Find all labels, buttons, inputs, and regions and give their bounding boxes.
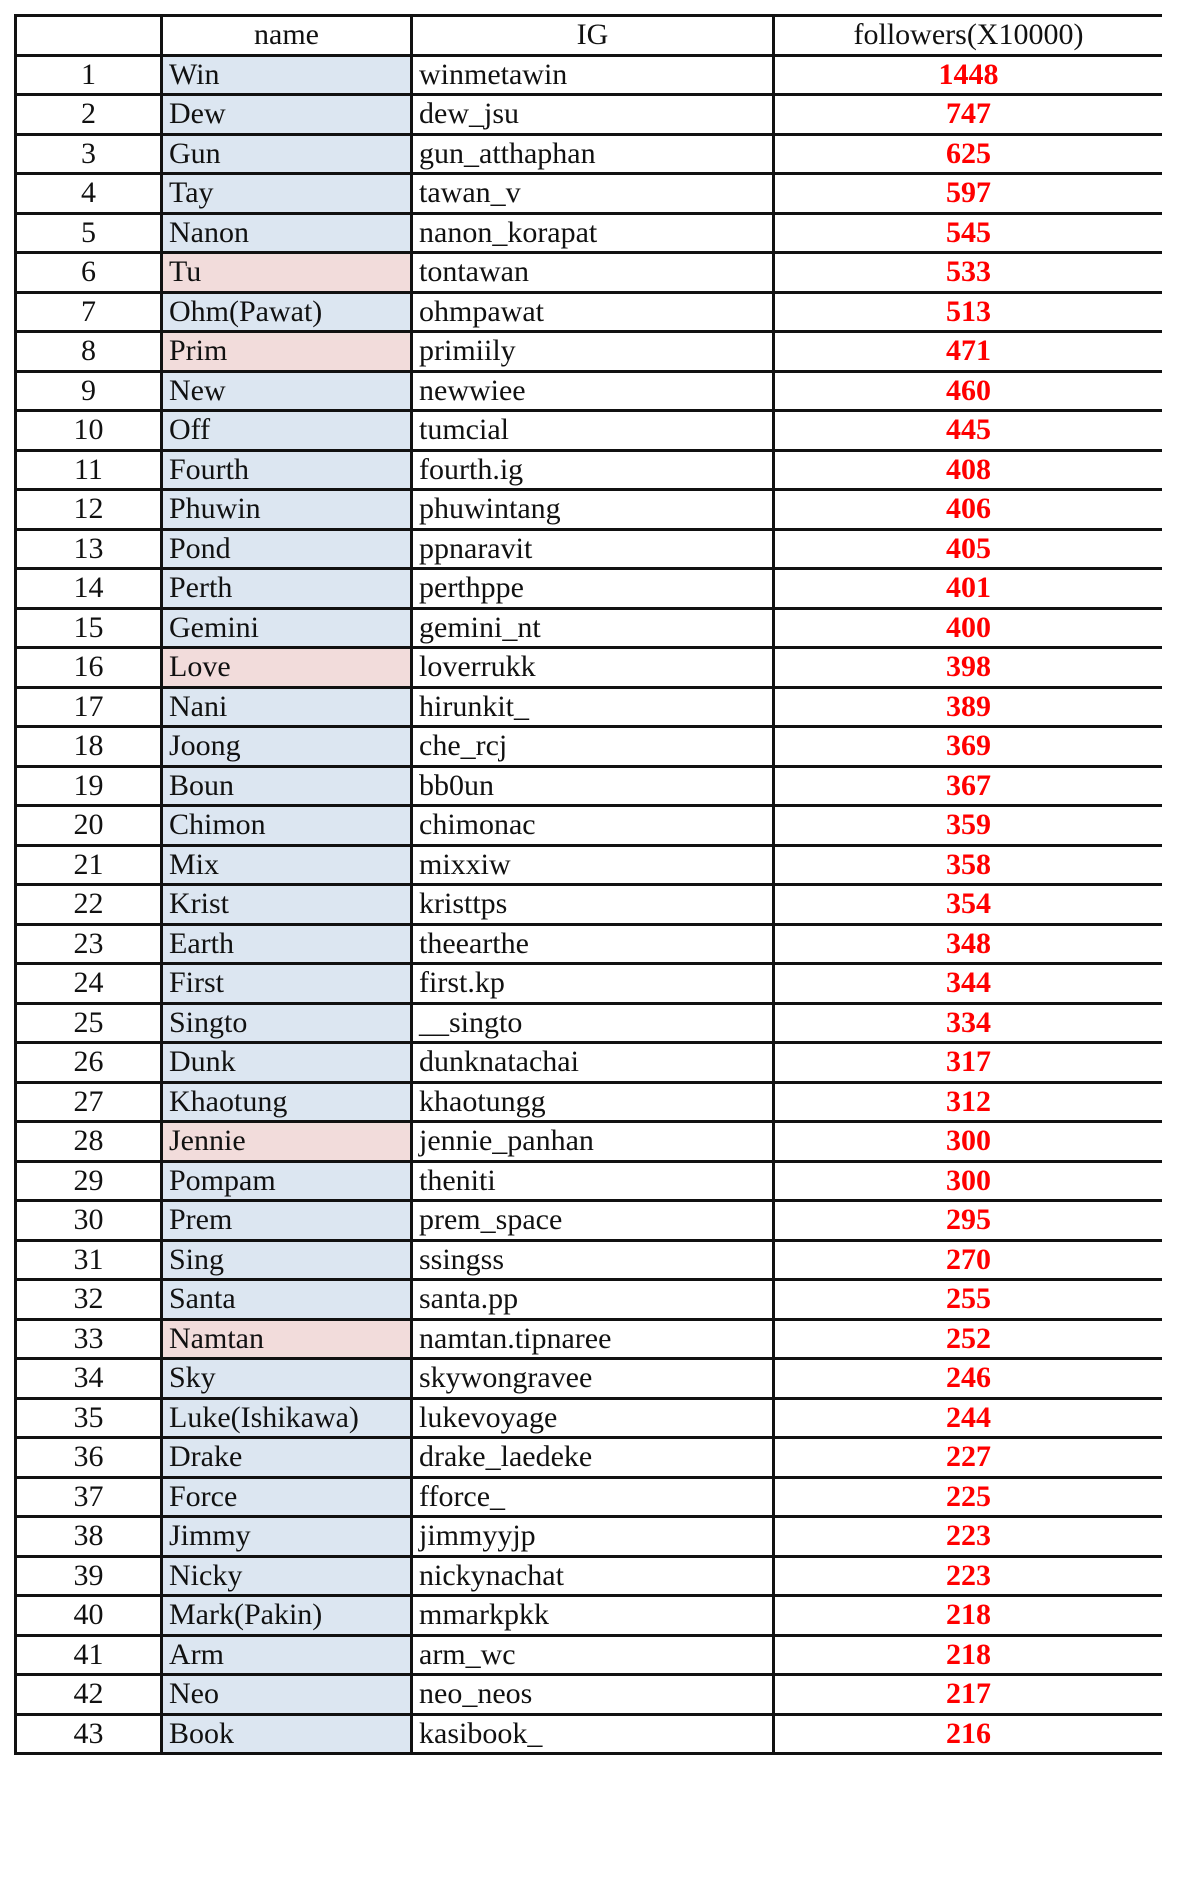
ig-handle-cell: primiily xyxy=(412,332,774,372)
followers-sheet xyxy=(14,14,1162,1890)
ig-handle-cell: lukevoyage xyxy=(412,1398,774,1438)
rank-cell: 34 xyxy=(16,1359,162,1399)
followers-cell: 747 xyxy=(774,95,1163,135)
table-row xyxy=(16,885,1163,925)
table-row xyxy=(16,95,1163,135)
name-cell: Jimmy xyxy=(162,1517,412,1557)
ig-handle-cell: tawan_v xyxy=(412,174,774,214)
ig-handle-cell: jimmyyjp xyxy=(412,1517,774,1557)
ig-handle-cell: prem_space xyxy=(412,1201,774,1241)
name-cell: Fourth xyxy=(162,450,412,490)
followers-cell: 300 xyxy=(774,1122,1163,1162)
ig-handle-cell: dew_jsu xyxy=(412,95,774,135)
followers-cell: 358 xyxy=(774,845,1163,885)
rank-cell: 33 xyxy=(16,1319,162,1359)
ig-handle-cell: phuwintang xyxy=(412,490,774,530)
followers-cell: 270 xyxy=(774,1240,1163,1280)
rank-cell: 25 xyxy=(16,1003,162,1043)
name-cell: Santa xyxy=(162,1280,412,1320)
table-row xyxy=(16,766,1163,806)
rank-cell: 13 xyxy=(16,529,162,569)
name-cell: Singto xyxy=(162,1003,412,1043)
rank-cell: 39 xyxy=(16,1556,162,1596)
rank-cell: 27 xyxy=(16,1082,162,1122)
followers-cell: 460 xyxy=(774,371,1163,411)
table-row xyxy=(16,1003,1163,1043)
ig-handle-cell: loverrukk xyxy=(412,648,774,688)
table-row xyxy=(16,1398,1163,1438)
followers-cell: 295 xyxy=(774,1201,1163,1241)
table-row xyxy=(16,845,1163,885)
rank-cell: 18 xyxy=(16,727,162,767)
table-row xyxy=(16,1043,1163,1083)
name-cell: Boun xyxy=(162,766,412,806)
rank-cell: 20 xyxy=(16,806,162,846)
rank-cell: 10 xyxy=(16,411,162,451)
followers-cell: 252 xyxy=(774,1319,1163,1359)
ig-handle-cell: newwiee xyxy=(412,371,774,411)
table-row xyxy=(16,648,1163,688)
table-row xyxy=(16,332,1163,372)
rank-cell: 36 xyxy=(16,1438,162,1478)
name-cell: Prem xyxy=(162,1201,412,1241)
name-cell: Nanon xyxy=(162,213,412,253)
followers-cell: 406 xyxy=(774,490,1163,530)
table-row xyxy=(16,1517,1163,1557)
name-cell: Tu xyxy=(162,253,412,293)
followers-cell: 471 xyxy=(774,332,1163,372)
rank-cell: 28 xyxy=(16,1122,162,1162)
table-row xyxy=(16,1082,1163,1122)
followers-cell: 223 xyxy=(774,1517,1163,1557)
name-cell: Love xyxy=(162,648,412,688)
followers-table xyxy=(14,14,1162,1755)
ig-handle-cell: ohmpawat xyxy=(412,292,774,332)
header-ig: IG xyxy=(412,16,774,56)
rank-cell: 6 xyxy=(16,253,162,293)
ig-handle-cell: ppnaravit xyxy=(412,529,774,569)
followers-cell: 398 xyxy=(774,648,1163,688)
ig-handle-cell: theearthe xyxy=(412,924,774,964)
rank-cell: 40 xyxy=(16,1596,162,1636)
name-cell: Nani xyxy=(162,687,412,727)
rank-cell: 7 xyxy=(16,292,162,332)
rank-cell: 37 xyxy=(16,1477,162,1517)
ig-handle-cell: first.kp xyxy=(412,964,774,1004)
rank-cell: 24 xyxy=(16,964,162,1004)
followers-cell: 1448 xyxy=(774,55,1163,95)
ig-handle-cell: neo_neos xyxy=(412,1675,774,1715)
table-row xyxy=(16,1714,1163,1754)
table-row xyxy=(16,1477,1163,1517)
ig-handle-cell: __singto xyxy=(412,1003,774,1043)
ig-handle-cell: perthppe xyxy=(412,569,774,609)
name-cell: Sing xyxy=(162,1240,412,1280)
rank-cell: 29 xyxy=(16,1161,162,1201)
ig-handle-cell: nanon_korapat xyxy=(412,213,774,253)
table-row xyxy=(16,1240,1163,1280)
followers-cell: 445 xyxy=(774,411,1163,451)
name-cell: Dunk xyxy=(162,1043,412,1083)
table-row xyxy=(16,1359,1163,1399)
table-row xyxy=(16,569,1163,609)
rank-cell: 21 xyxy=(16,845,162,885)
ig-handle-cell: santa.pp xyxy=(412,1280,774,1320)
name-cell: Pond xyxy=(162,529,412,569)
followers-cell: 408 xyxy=(774,450,1163,490)
followers-cell: 513 xyxy=(774,292,1163,332)
rank-cell: 3 xyxy=(16,134,162,174)
name-cell: Arm xyxy=(162,1635,412,1675)
table-row xyxy=(16,1596,1163,1636)
ig-handle-cell: nickynachat xyxy=(412,1556,774,1596)
table-row xyxy=(16,450,1163,490)
table-row xyxy=(16,924,1163,964)
followers-cell: 344 xyxy=(774,964,1163,1004)
followers-cell: 227 xyxy=(774,1438,1163,1478)
table-row xyxy=(16,1556,1163,1596)
ig-handle-cell: drake_laedeke xyxy=(412,1438,774,1478)
rank-cell: 26 xyxy=(16,1043,162,1083)
name-cell: Dew xyxy=(162,95,412,135)
followers-cell: 317 xyxy=(774,1043,1163,1083)
table-row xyxy=(16,529,1163,569)
name-cell: Mix xyxy=(162,845,412,885)
name-cell: Drake xyxy=(162,1438,412,1478)
followers-cell: 216 xyxy=(774,1714,1163,1754)
rank-cell: 43 xyxy=(16,1714,162,1754)
rank-cell: 8 xyxy=(16,332,162,372)
table-row xyxy=(16,411,1163,451)
followers-cell: 354 xyxy=(774,885,1163,925)
rank-cell: 4 xyxy=(16,174,162,214)
name-cell: Perth xyxy=(162,569,412,609)
rank-cell: 2 xyxy=(16,95,162,135)
followers-cell: 300 xyxy=(774,1161,1163,1201)
table-row xyxy=(16,371,1163,411)
ig-handle-cell: mixxiw xyxy=(412,845,774,885)
followers-cell: 625 xyxy=(774,134,1163,174)
ig-handle-cell: jennie_panhan xyxy=(412,1122,774,1162)
name-cell: Book xyxy=(162,1714,412,1754)
ig-handle-cell: khaotungg xyxy=(412,1082,774,1122)
name-cell: Gemini xyxy=(162,608,412,648)
ig-handle-cell: bb0un xyxy=(412,766,774,806)
name-cell: Off xyxy=(162,411,412,451)
table-row xyxy=(16,253,1163,293)
table-row xyxy=(16,1122,1163,1162)
name-cell: Nicky xyxy=(162,1556,412,1596)
followers-cell: 334 xyxy=(774,1003,1163,1043)
table-row xyxy=(16,687,1163,727)
table-row xyxy=(16,1438,1163,1478)
name-cell: Luke(Ishikawa) xyxy=(162,1398,412,1438)
header-rank xyxy=(16,16,162,56)
ig-handle-cell: winmetawin xyxy=(412,55,774,95)
table-row xyxy=(16,608,1163,648)
name-cell: Joong xyxy=(162,727,412,767)
table-row xyxy=(16,174,1163,214)
table-row xyxy=(16,1635,1163,1675)
table-row xyxy=(16,134,1163,174)
followers-cell: 597 xyxy=(774,174,1163,214)
name-cell: Force xyxy=(162,1477,412,1517)
name-cell: Phuwin xyxy=(162,490,412,530)
name-cell: First xyxy=(162,964,412,1004)
ig-handle-cell: skywongravee xyxy=(412,1359,774,1399)
name-cell: Jennie xyxy=(162,1122,412,1162)
ig-handle-cell: mmarkpkk xyxy=(412,1596,774,1636)
header-followers: followers(X10000) xyxy=(774,16,1163,56)
followers-cell: 244 xyxy=(774,1398,1163,1438)
rank-cell: 41 xyxy=(16,1635,162,1675)
rank-cell: 19 xyxy=(16,766,162,806)
ig-handle-cell: ssingss xyxy=(412,1240,774,1280)
name-cell: Krist xyxy=(162,885,412,925)
followers-cell: 246 xyxy=(774,1359,1163,1399)
followers-cell: 348 xyxy=(774,924,1163,964)
followers-cell: 223 xyxy=(774,1556,1163,1596)
rank-cell: 42 xyxy=(16,1675,162,1715)
ig-handle-cell: kristtps xyxy=(412,885,774,925)
followers-cell: 369 xyxy=(774,727,1163,767)
followers-cell: 545 xyxy=(774,213,1163,253)
table-row xyxy=(16,213,1163,253)
table-row xyxy=(16,1161,1163,1201)
ig-handle-cell: fourth.ig xyxy=(412,450,774,490)
table-row xyxy=(16,806,1163,846)
rank-cell: 38 xyxy=(16,1517,162,1557)
rank-cell: 32 xyxy=(16,1280,162,1320)
name-cell: Win xyxy=(162,55,412,95)
name-cell: Chimon xyxy=(162,806,412,846)
ig-handle-cell: tontawan xyxy=(412,253,774,293)
rank-cell: 23 xyxy=(16,924,162,964)
followers-cell: 533 xyxy=(774,253,1163,293)
followers-cell: 218 xyxy=(774,1635,1163,1675)
followers-cell: 401 xyxy=(774,569,1163,609)
table-row xyxy=(16,727,1163,767)
rank-cell: 11 xyxy=(16,450,162,490)
name-cell: Gun xyxy=(162,134,412,174)
ig-handle-cell: fforce_ xyxy=(412,1477,774,1517)
followers-cell: 359 xyxy=(774,806,1163,846)
name-cell: Prim xyxy=(162,332,412,372)
ig-handle-cell: gun_atthaphan xyxy=(412,134,774,174)
followers-cell: 255 xyxy=(774,1280,1163,1320)
ig-handle-cell: dunknatachai xyxy=(412,1043,774,1083)
rank-cell: 17 xyxy=(16,687,162,727)
ig-handle-cell: gemini_nt xyxy=(412,608,774,648)
name-cell: New xyxy=(162,371,412,411)
table-row xyxy=(16,490,1163,530)
followers-cell: 405 xyxy=(774,529,1163,569)
ig-handle-cell: arm_wc xyxy=(412,1635,774,1675)
ig-handle-cell: kasibook_ xyxy=(412,1714,774,1754)
table-body xyxy=(16,55,1163,1754)
ig-handle-cell: tumcial xyxy=(412,411,774,451)
table-row xyxy=(16,55,1163,95)
table-row xyxy=(16,964,1163,1004)
ig-handle-cell: namtan.tipnaree xyxy=(412,1319,774,1359)
header-row xyxy=(16,16,1163,56)
followers-cell: 217 xyxy=(774,1675,1163,1715)
rank-cell: 22 xyxy=(16,885,162,925)
followers-cell: 218 xyxy=(774,1596,1163,1636)
name-cell: Earth xyxy=(162,924,412,964)
rank-cell: 9 xyxy=(16,371,162,411)
rank-cell: 14 xyxy=(16,569,162,609)
table-row xyxy=(16,292,1163,332)
header-name: name xyxy=(162,16,412,56)
table-row xyxy=(16,1319,1163,1359)
table-row xyxy=(16,1201,1163,1241)
name-cell: Sky xyxy=(162,1359,412,1399)
rank-cell: 16 xyxy=(16,648,162,688)
name-cell: Neo xyxy=(162,1675,412,1715)
name-cell: Tay xyxy=(162,174,412,214)
rank-cell: 31 xyxy=(16,1240,162,1280)
ig-handle-cell: che_rcj xyxy=(412,727,774,767)
table-row xyxy=(16,1280,1163,1320)
ig-handle-cell: chimonac xyxy=(412,806,774,846)
table-row xyxy=(16,1675,1163,1715)
name-cell: Namtan xyxy=(162,1319,412,1359)
followers-cell: 400 xyxy=(774,608,1163,648)
ig-handle-cell: hirunkit_ xyxy=(412,687,774,727)
rank-cell: 12 xyxy=(16,490,162,530)
name-cell: Pompam xyxy=(162,1161,412,1201)
name-cell: Khaotung xyxy=(162,1082,412,1122)
rank-cell: 15 xyxy=(16,608,162,648)
name-cell: Mark(Pakin) xyxy=(162,1596,412,1636)
followers-cell: 367 xyxy=(774,766,1163,806)
rank-cell: 1 xyxy=(16,55,162,95)
followers-cell: 389 xyxy=(774,687,1163,727)
followers-cell: 225 xyxy=(774,1477,1163,1517)
rank-cell: 5 xyxy=(16,213,162,253)
name-cell: Ohm(Pawat) xyxy=(162,292,412,332)
ig-handle-cell: theniti xyxy=(412,1161,774,1201)
rank-cell: 35 xyxy=(16,1398,162,1438)
followers-cell: 312 xyxy=(774,1082,1163,1122)
rank-cell: 30 xyxy=(16,1201,162,1241)
